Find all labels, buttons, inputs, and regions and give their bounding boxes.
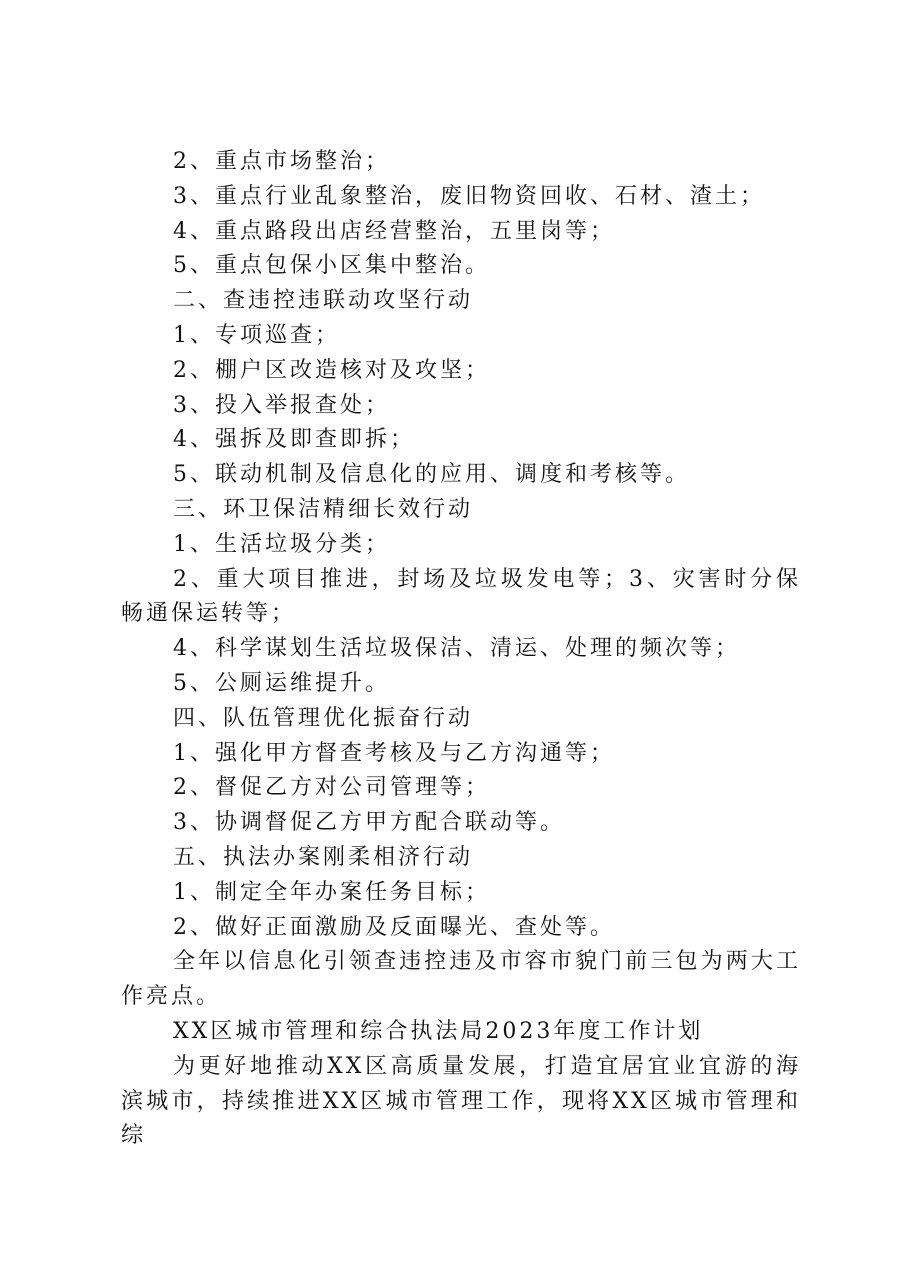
paragraph: 为更好地推动XX区高质量发展，打造宜居宜业宜游的海滨城市，持续推进XX区城市管理工作，现将XX区城市管理和综 [121,1053,801,1149]
paragraph: 3、投入举报查处； [173,392,390,418]
paragraph: 全年以信息化引领查违控违及市容市貌门前三包为两大工作亮点。 [121,949,801,1010]
paragraph: 4、科学谋划生活垃圾保洁、清运、处理的频次等； [173,636,740,662]
paragraph: 3、重点行业乱象整治，废旧物资回收、石材、渣土； [173,183,765,209]
paragraph: 1、专项巡查； [173,322,340,348]
paragraph: 5、公厕运维提升。 [173,670,390,696]
paragraph: 2、重大项目推进，封场及垃圾发电等；3、灾害时分保畅通保运转等； [121,566,801,627]
paragraph: 5、联动机制及信息化的应用、调度和考核等。 [173,462,690,488]
paragraph: 5、重点包保小区集中整治。 [173,253,490,279]
paragraph: 3、协调督促乙方甲方配合联动等。 [173,810,565,836]
section-heading: 四、队伍管理优化振奋行动 [173,705,474,731]
document-body [121,145,801,1154]
paragraph: 4、强拆及即查即拆； [173,427,415,453]
paragraph: 2、棚户区改造核对及攻坚； [173,357,490,383]
paragraph: 2、做好正面激励及反面曝光、查处等。 [173,914,615,940]
document-title: XX区城市管理和综合执法局2023年度工作计划 [173,1018,704,1044]
section-heading: 五、执法办案刚柔相济行动 [173,844,474,870]
section-heading: 二、查违控违联动攻坚行动 [173,288,474,314]
paragraph: 4、重点路段出店经营整治，五里岗等； [173,218,615,244]
section-heading: 三、环卫保洁精细长效行动 [173,496,474,522]
paragraph: 2、重点市场整治； [173,149,390,174]
paragraph: 1、制定全年办案任务目标； [173,879,490,905]
paragraph: 1、强化甲方督查考核及与乙方沟通等； [173,740,615,766]
paragraph: 1、生活垃圾分类； [173,531,390,557]
paragraph: 2、督促乙方对公司管理等； [173,775,490,801]
